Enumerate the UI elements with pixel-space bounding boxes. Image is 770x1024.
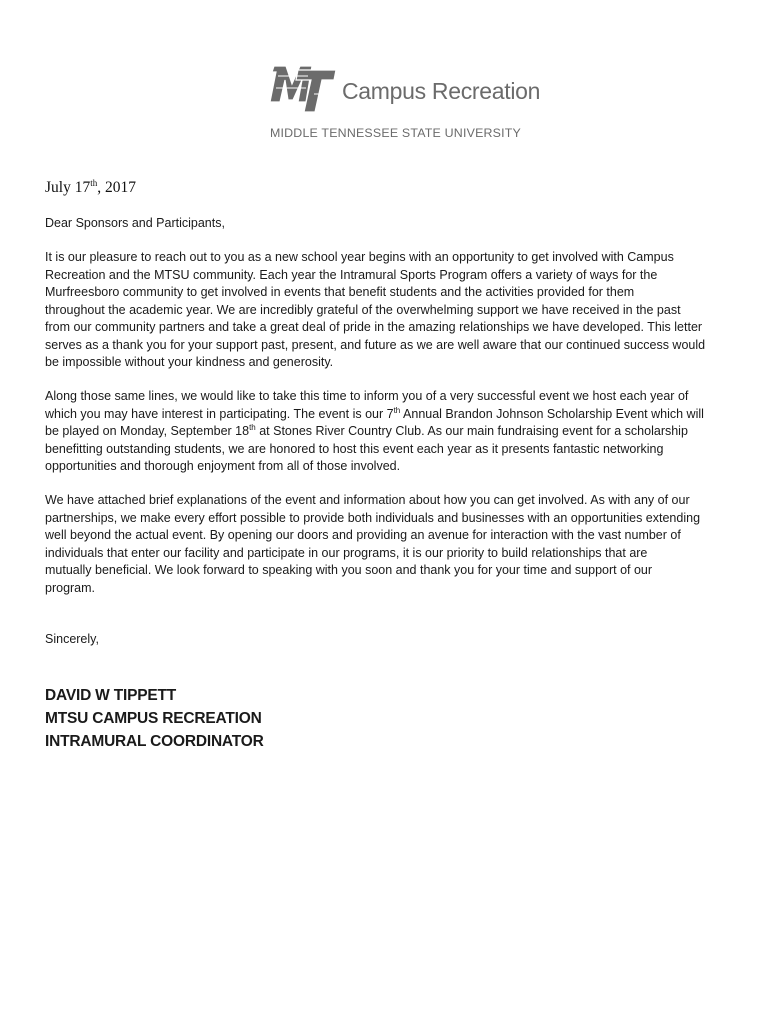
paragraph-line: partnerships, we make every effort possible to provide both individuals and businesses with an opportunities extending bbox=[45, 510, 701, 525]
paragraph-line: Along those same lines, we would like to take this time to inform you of a very successful event we host each year of bbox=[45, 389, 689, 403]
paragraph-line: It is our pleasure to reach out to you as a new school year begins with an opportunity to get involved with Campus bbox=[45, 250, 674, 264]
paragraph-line: well beyond the actual event. By opening our doors and providing an avenue for interaction with the vast number of bbox=[45, 528, 681, 542]
paragraph-line: benefitting outstanding students, we are honored to host this event each year as it presents fantastic networking bbox=[45, 441, 664, 456]
paragraph-line: mutually beneficial. We look forward to speaking with you soon and thank you for your time and support of our bbox=[45, 563, 653, 577]
mt-logo-icon bbox=[268, 62, 338, 114]
letterhead bbox=[268, 62, 541, 148]
paragraph-event bbox=[45, 388, 735, 476]
paragraph-line: serves as a thank you for your support past, present, and future as we are well aware that our continued success would bbox=[45, 337, 706, 352]
paragraph-line: from our community partners and take a great deal of pride in the amazing relationships we have developed. This letter bbox=[45, 320, 703, 334]
organization-name: Campus Recreation bbox=[342, 78, 541, 104]
paragraph-line: be impossible without your kindness and generosity. bbox=[45, 355, 334, 369]
paragraph-line: Murfreesboro community to get involved in events that benefit students and the activities provided for them bbox=[45, 285, 635, 299]
paragraph-line: program. bbox=[45, 580, 96, 595]
salutation: Dear Sponsors and Participants, bbox=[45, 216, 225, 230]
paragraph-line: opportunities and thorough enjoyment from all of those involved. bbox=[45, 459, 401, 473]
paragraph-line: throughout the academic year. We are incredibly grateful of the overwhelming support we have received in the past bbox=[45, 302, 681, 317]
university-name: MIDDLE TENNESSEE STATE UNIVERSITY bbox=[270, 126, 522, 140]
closing: Sincerely, bbox=[45, 632, 99, 646]
signer-title: INTRAMURAL COORDINATOR bbox=[45, 733, 264, 750]
signer-name: DAVID W TIPPETT bbox=[45, 687, 177, 704]
paragraph-line: individuals that enter our facility and participate in our programs, it is our priority to build relationships that are bbox=[45, 545, 648, 560]
paragraph-partnership bbox=[45, 492, 735, 597]
paragraph-line: We have attached brief explanations of the event and information about how you can get involved. As with any of our bbox=[45, 493, 690, 507]
signature-block bbox=[45, 684, 264, 753]
paragraph-line: be played on Monday, September 18th at Stones River Country Club. As our main fundraising event for a scholarship bbox=[45, 422, 688, 438]
signer-organization: MTSU CAMPUS RECREATION bbox=[45, 710, 262, 727]
paragraph-line: which you may have interest in participating. The event is our 7th Annual Brandon Johnson Scholarship Event which will bbox=[45, 405, 704, 421]
letter-date: July 17th, 2017 bbox=[45, 178, 136, 197]
paragraph-intro bbox=[45, 249, 735, 372]
paragraph-line: Recreation and the MTSU community. Each year the Intramural Sports Program offers a variety of ways for the bbox=[45, 267, 658, 282]
